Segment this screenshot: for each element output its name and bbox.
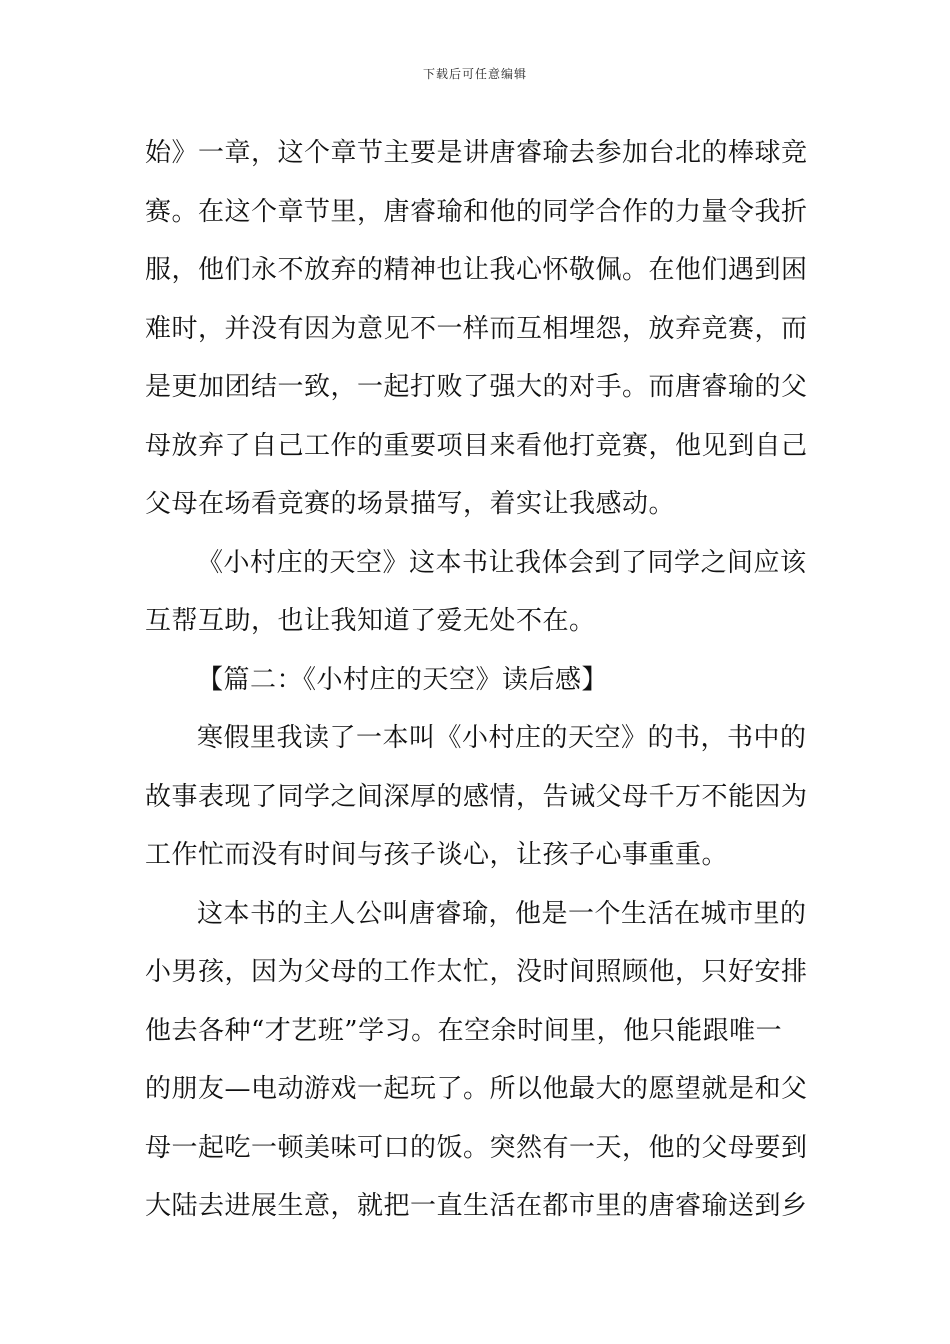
text-line: 母一起吃一顿美味可口的饭。突然有一天，他的父母要到: [145, 1132, 808, 1163]
text-line: 始》一章，这个章节主要是讲唐睿瑜去参加台北的棒球竞: [145, 138, 808, 168]
section-heading: 【篇二：《小村庄的天空》读后感】: [197, 664, 609, 695]
text-line: 小男孩，因为父母的工作太忙，没时间照顾他，只好安排: [145, 957, 808, 987]
text-line: 工作忙而没有时间与孩子谈心，让孩子心事重重。: [145, 840, 729, 870]
paragraph-first-line: 寒假里我读了一本叫《小村庄的天空》的书，书中的: [197, 723, 807, 753]
text-line: 赛。在这个章节里，唐睿瑜和他的同学合作的力量令我折: [145, 196, 808, 227]
document-body: [145, 124, 810, 1236]
text-line: 父母在场看竞赛的场景描写，着实让我感动。: [145, 489, 676, 519]
text-line: 故事表现了同学之间深厚的感情，告诫父母千万不能因为: [145, 781, 808, 812]
text-line: 的朋友—电动游戏一起玩了。所以他最大的愿望就是和父: [145, 1074, 808, 1104]
text-line: 大陆去进展生意，就把一直生活在都市里的唐睿瑜送到乡: [145, 1191, 808, 1221]
text-line: 服，他们永不放弃的精神也让我心怀敬佩。在他们遇到困: [145, 255, 808, 285]
text-line: 母放弃了自己工作的重要项目来看他打竞赛，他见到自己: [145, 430, 808, 461]
text-line: 是更加团结一致，一起打败了强大的对手。而唐睿瑜的父: [145, 372, 808, 402]
page-header: 下载后可任意编辑: [422, 67, 527, 81]
text-line: 互帮互助，也让我知道了爱无处不在。: [145, 606, 596, 636]
paragraph-first-line: 这本书的主人公叫唐睿瑜，他是一个生活在城市里的: [197, 898, 807, 929]
paragraph-first-line: 《小村庄的天空》这本书让我体会到了同学之间应该: [197, 547, 807, 578]
text-line: 他去各种“才艺班”学习。在空余时间里，他只能跟唯一: [145, 1015, 783, 1046]
text-line: 难时，并没有因为意见不一样而互相埋怨，放弃竞赛，而: [145, 313, 808, 344]
